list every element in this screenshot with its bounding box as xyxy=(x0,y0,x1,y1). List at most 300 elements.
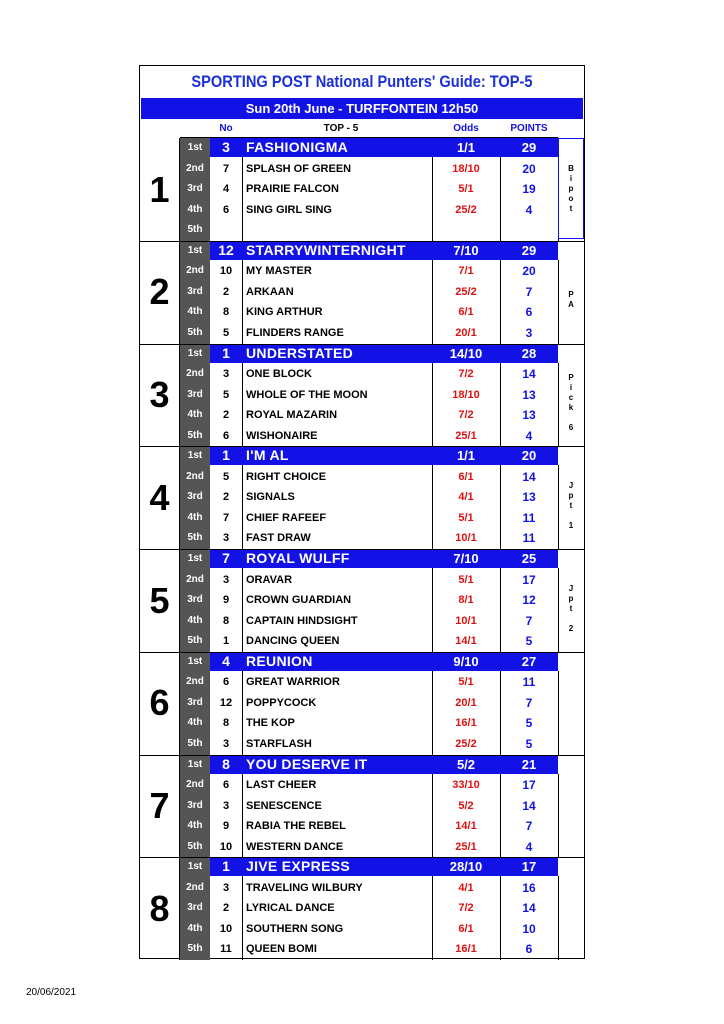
bet-type-note xyxy=(558,774,584,855)
runner-points: 4 xyxy=(525,839,533,854)
finish-position-label: 3rd xyxy=(187,491,203,503)
bet-type-char: P xyxy=(568,290,574,300)
top-pick-band xyxy=(210,549,558,568)
runner-number: 1 xyxy=(222,344,230,361)
position-column xyxy=(180,857,210,960)
runner-row xyxy=(210,878,558,898)
runner-points: 14 xyxy=(522,901,536,916)
runner-number: 3 xyxy=(222,139,230,155)
runner-name: DANCING QUEEN xyxy=(246,635,340,647)
runner-name: STARFLASH xyxy=(246,737,312,750)
runner-points: 11 xyxy=(522,675,536,690)
runner-odds: 28/10 xyxy=(449,859,483,875)
position-column xyxy=(180,549,210,652)
finish-position-label: 5th xyxy=(187,737,203,749)
finish-position-label: 4th xyxy=(187,203,203,215)
number-divider xyxy=(242,363,243,447)
runner-name: FLINDERS RANGE xyxy=(246,326,344,339)
points-divider xyxy=(500,671,501,755)
finish-position-label: 1st xyxy=(187,861,203,873)
bet-type-char: k xyxy=(568,403,574,412)
top-pick-band xyxy=(210,652,558,671)
runner-row xyxy=(210,159,558,179)
runner-row xyxy=(210,775,558,795)
runner-name: ROYAL WULFF xyxy=(246,550,350,566)
runner-row xyxy=(210,631,558,651)
runner-odds: 25/2 xyxy=(455,285,477,298)
runner-number: 5 xyxy=(222,388,230,401)
runner-row xyxy=(210,898,558,918)
runner-number: 7 xyxy=(222,511,230,524)
runner-number: 5 xyxy=(222,470,230,483)
finish-position-label: 2nd xyxy=(186,162,204,174)
runner-name: CAPTAIN HINDSIGHT xyxy=(246,614,358,627)
race-separator xyxy=(140,549,584,550)
bet-type-note xyxy=(558,260,584,341)
finish-position-label: 4th xyxy=(187,409,203,420)
points-divider xyxy=(500,876,501,960)
runner-points: 29 xyxy=(521,242,537,258)
runner-number: 2 xyxy=(222,285,230,298)
runner-number: 6 xyxy=(222,779,230,791)
race-number: 4 xyxy=(140,446,180,549)
bet-type-char: c xyxy=(568,393,574,402)
runner-row xyxy=(210,611,558,631)
finish-position-label: 3rd xyxy=(187,902,203,914)
runner-row xyxy=(210,261,558,281)
no-header: No xyxy=(219,123,233,134)
bet-type-char: 6 xyxy=(568,423,574,432)
runner-name: SENESCENCE xyxy=(246,799,322,812)
runner-name: THE KOP xyxy=(246,717,295,730)
finish-position-label: 5th xyxy=(187,943,203,955)
finish-position-label: 1st xyxy=(187,655,203,667)
runner-odds: 5/1 xyxy=(458,676,474,689)
finish-position-label: 3rd xyxy=(187,388,203,400)
runner-points: 13 xyxy=(522,408,536,422)
runner-number: 2 xyxy=(222,409,230,421)
runner-points: 19 xyxy=(522,182,536,196)
top-pick-band xyxy=(210,241,558,260)
runner-odds: 1/1 xyxy=(456,140,476,155)
runner-name: KING ARTHUR xyxy=(246,306,323,319)
odds-divider xyxy=(432,465,433,549)
race-block xyxy=(140,549,584,652)
top5-header: TOP - 5 xyxy=(323,123,359,134)
points-divider xyxy=(500,465,501,549)
runner-number: 3 xyxy=(222,799,230,812)
position-column xyxy=(180,652,210,755)
position-column xyxy=(180,755,210,858)
runner-number: 6 xyxy=(222,676,230,689)
runner-name: ORAVAR xyxy=(246,573,293,586)
runner-points: 21 xyxy=(521,756,537,772)
finish-position-label: 2nd xyxy=(186,470,204,482)
bet-type-note xyxy=(558,568,584,649)
bet-type-note xyxy=(558,465,584,546)
points-divider xyxy=(500,260,501,344)
odds-divider xyxy=(432,876,433,960)
number-divider xyxy=(242,876,243,960)
runner-number: 9 xyxy=(222,820,230,832)
runner-name: WHOLE OF THE MOON xyxy=(246,388,368,401)
bet-type-char: t xyxy=(569,203,573,213)
top-pick-band xyxy=(210,755,558,774)
runner-row xyxy=(210,672,558,692)
finish-position-label: 5th xyxy=(187,326,203,338)
points-divider xyxy=(500,363,501,447)
runner-odds: 5/1 xyxy=(458,511,474,524)
runner-points: 17 xyxy=(521,859,537,875)
runner-name: RIGHT CHOICE xyxy=(246,470,327,483)
finish-position-label: 5th xyxy=(187,429,203,441)
bet-type-char: P xyxy=(568,373,574,382)
runner-odds: 4/1 xyxy=(458,491,474,504)
bet-type-char: p xyxy=(568,183,574,193)
number-divider xyxy=(242,465,243,549)
runner-points: 29 xyxy=(521,140,537,155)
finish-position-label: 1st xyxy=(187,142,203,153)
runner-name: POPPYCOCK xyxy=(246,696,317,709)
runner-name: I'M AL xyxy=(246,447,289,464)
odds-divider xyxy=(432,157,433,241)
bet-type-char: i xyxy=(569,173,573,183)
finish-position-label: 3rd xyxy=(187,183,203,194)
runner-number: 8 xyxy=(222,306,230,319)
runner-number: 3 xyxy=(222,532,230,545)
runner-odds: 25/2 xyxy=(455,203,477,216)
runner-number: 3 xyxy=(222,881,230,894)
points-divider xyxy=(500,568,501,652)
runner-odds: 18/10 xyxy=(452,162,480,175)
finish-position-label: 4th xyxy=(187,922,203,934)
finish-position-label: 3rd xyxy=(187,799,203,811)
race-separator xyxy=(140,344,584,345)
runner-points: 16 xyxy=(522,880,536,895)
finish-position-label: 1st xyxy=(187,347,203,359)
runner-name: WISHONAIRE xyxy=(246,429,318,442)
runner-row xyxy=(210,939,558,959)
bet-type-char: 2 xyxy=(568,623,574,633)
runner-row xyxy=(210,693,558,713)
runner-number: 5 xyxy=(222,326,230,339)
runner-odds: 7/10 xyxy=(453,242,479,258)
runner-number: 7 xyxy=(222,550,230,566)
runner-name: QUEEN BOMI xyxy=(246,943,317,956)
top5-guide-sheet xyxy=(139,65,585,959)
runner-number: 3 xyxy=(222,368,230,380)
bet-type-char: A xyxy=(568,300,574,310)
finish-position-label: 2nd xyxy=(186,779,204,790)
runner-points: 17 xyxy=(522,778,536,792)
runner-points: 11 xyxy=(522,510,536,525)
runner-row xyxy=(210,570,558,590)
runner-points: 14 xyxy=(522,367,536,381)
runner-number: 10 xyxy=(219,840,233,853)
number-divider xyxy=(242,260,243,344)
finish-position-label: 3rd xyxy=(187,594,203,605)
runner-points: 4 xyxy=(525,428,533,443)
runner-name: FAST DRAW xyxy=(246,532,311,545)
runner-odds: 25/1 xyxy=(455,840,477,853)
bet-type-char: J xyxy=(568,480,574,490)
runner-odds: 25/2 xyxy=(455,737,477,750)
race-meeting-banner: Sun 20th June - TURFFONTEIN 12h50 xyxy=(141,98,583,119)
race-separator xyxy=(140,755,584,756)
runner-points: 20 xyxy=(522,264,536,279)
runner-number: 1 xyxy=(222,447,230,464)
bet-type-note xyxy=(558,363,584,444)
top-pick-band xyxy=(210,857,558,876)
runner-number: 2 xyxy=(222,902,230,915)
runner-number: 7 xyxy=(222,162,230,175)
race-block xyxy=(140,446,584,549)
runner-odds: 4/1 xyxy=(458,881,474,894)
runner-row xyxy=(210,796,558,816)
runner-row xyxy=(210,323,558,343)
runner-name: GREAT WARRIOR xyxy=(246,676,340,689)
runner-row xyxy=(210,528,558,548)
runner-odds: 14/1 xyxy=(455,820,477,832)
runner-name: CHIEF RAFEEF xyxy=(246,511,327,524)
runner-row xyxy=(210,467,558,487)
runner-row xyxy=(210,713,558,733)
runner-name: MY MASTER xyxy=(246,265,312,278)
runner-odds: 16/1 xyxy=(455,943,477,956)
runner-name: JIVE EXPRESS xyxy=(246,858,350,875)
odds-header: Odds xyxy=(453,123,479,134)
finish-position-label: 5th xyxy=(187,840,203,852)
finish-position-label: 2nd xyxy=(186,573,204,585)
bet-type-char: o xyxy=(568,193,574,203)
runner-row xyxy=(210,385,558,405)
runner-odds: 18/10 xyxy=(452,388,480,401)
runner-points: 13 xyxy=(522,387,536,402)
top-pick-band xyxy=(210,344,558,363)
runner-points: 5 xyxy=(525,716,533,731)
runner-row xyxy=(210,302,558,322)
race-number: 6 xyxy=(140,652,180,755)
runner-name: SPLASH OF GREEN xyxy=(246,162,352,175)
race-block xyxy=(140,652,584,755)
runner-name: TRAVELING WILBURY xyxy=(246,881,363,894)
finish-position-label: 4th xyxy=(187,511,203,523)
runner-name: ROYAL MAZARIN xyxy=(246,409,338,421)
race-block xyxy=(140,755,584,858)
race-number: 1 xyxy=(140,138,180,241)
runner-name: LAST CHEER xyxy=(246,779,317,791)
finish-position-label: 4th xyxy=(187,820,203,831)
position-column xyxy=(180,446,210,549)
runner-points: 25 xyxy=(521,551,537,566)
runner-row xyxy=(210,200,558,220)
bet-type-note xyxy=(558,138,584,239)
runner-row xyxy=(210,816,558,836)
runner-number: 3 xyxy=(222,573,230,586)
runner-row xyxy=(210,220,558,240)
points-header: POINTS xyxy=(510,123,548,134)
runner-name: UNDERSTATED xyxy=(246,344,354,361)
runner-points: 17 xyxy=(522,572,536,587)
position-column xyxy=(180,344,210,447)
runner-number: 8 xyxy=(222,614,230,627)
finish-position-label: 4th xyxy=(187,306,203,318)
runner-row xyxy=(210,590,558,610)
race-number: 5 xyxy=(140,549,180,652)
runner-points: 12 xyxy=(522,593,536,607)
runner-row xyxy=(210,508,558,528)
guide-title: SPORTING POST National Punters' Guide: TOP-5 xyxy=(191,72,533,91)
runner-odds: 25/1 xyxy=(455,429,477,442)
runner-row xyxy=(210,364,558,384)
runner-number: 8 xyxy=(222,717,230,730)
finish-position-label: 4th xyxy=(187,614,203,626)
top-pick-band xyxy=(210,138,558,157)
finish-position-label: 2nd xyxy=(186,881,204,893)
finish-position-label: 1st xyxy=(187,758,203,770)
race-number: 8 xyxy=(140,857,180,960)
runner-row xyxy=(210,487,558,507)
race-separator xyxy=(140,652,584,653)
runner-points: 7 xyxy=(525,284,533,299)
runner-odds: 9/10 xyxy=(453,653,479,669)
bet-type-char: p xyxy=(568,593,574,603)
runner-number: 2 xyxy=(222,491,230,504)
runner-name: ARKAAN xyxy=(246,285,294,298)
runner-number: 4 xyxy=(222,183,230,195)
runner-number: 6 xyxy=(222,203,230,216)
runner-number: 9 xyxy=(222,594,230,606)
runner-odds: 33/10 xyxy=(452,779,480,791)
finish-position-label: 5th xyxy=(187,635,203,646)
runner-number: 11 xyxy=(220,943,232,956)
race-number: 2 xyxy=(140,241,180,344)
odds-divider xyxy=(432,260,433,344)
runner-name: RABIA THE REBEL xyxy=(246,820,346,832)
number-divider xyxy=(242,774,243,858)
runner-odds: 14/10 xyxy=(449,345,483,361)
runner-row xyxy=(210,734,558,754)
odds-divider xyxy=(432,671,433,755)
runner-row xyxy=(210,405,558,425)
runner-points: 7 xyxy=(525,695,533,710)
runner-points: 5 xyxy=(525,634,533,648)
runner-number: 12 xyxy=(219,696,233,709)
runner-odds: 7/2 xyxy=(458,902,474,915)
position-column xyxy=(180,138,210,241)
top-pick-band xyxy=(210,446,558,465)
race-number: 7 xyxy=(140,755,180,858)
runner-odds: 7/2 xyxy=(458,409,474,421)
finish-position-label: 2nd xyxy=(186,265,204,277)
odds-divider xyxy=(432,774,433,858)
race-separator xyxy=(140,241,584,242)
runner-points: 6 xyxy=(525,942,533,957)
runner-odds: 5/1 xyxy=(458,183,474,195)
runner-points: 6 xyxy=(525,305,533,320)
runner-points: 5 xyxy=(525,736,533,751)
runner-number: 6 xyxy=(222,429,230,442)
print-date: 20/06/2021 xyxy=(26,987,77,998)
runner-odds: 7/2 xyxy=(458,368,474,380)
runner-number: 10 xyxy=(219,265,233,278)
bet-type-char: 1 xyxy=(568,520,574,530)
runner-row xyxy=(210,837,558,857)
runner-number: 1 xyxy=(222,635,230,647)
runner-odds: 10/1 xyxy=(455,614,477,627)
runner-points: 20 xyxy=(521,448,537,464)
runner-name: SING GIRL SING xyxy=(246,203,332,216)
finish-position-label: 4th xyxy=(187,717,203,729)
race-separator xyxy=(140,857,584,858)
race-block xyxy=(140,241,584,344)
runner-name: SIGNALS xyxy=(246,491,295,504)
runner-odds: 5/1 xyxy=(458,573,474,586)
runner-row xyxy=(210,179,558,199)
race-block xyxy=(140,138,584,241)
runner-points: 7 xyxy=(525,819,533,833)
runner-points: 14 xyxy=(522,469,536,484)
position-column xyxy=(180,241,210,344)
finish-position-label: 5th xyxy=(187,532,203,544)
runner-points: 27 xyxy=(521,653,537,669)
runner-odds: 20/1 xyxy=(455,696,477,709)
runner-odds: 16/1 xyxy=(455,717,477,730)
runner-name: PRAIRIE FALCON xyxy=(246,183,339,195)
bet-type-char: t xyxy=(569,500,573,510)
race-block xyxy=(140,344,584,447)
runner-odds: 6/1 xyxy=(458,470,474,483)
odds-divider xyxy=(432,363,433,447)
bet-type-char: J xyxy=(568,583,574,593)
runner-number: 10 xyxy=(219,922,233,935)
finish-position-label: 2nd xyxy=(186,368,204,379)
runner-number: 8 xyxy=(222,755,230,772)
runner-name: CROWN GUARDIAN xyxy=(246,594,352,606)
bet-type-char: i xyxy=(569,383,573,392)
runner-name: WESTERN DANCE xyxy=(246,840,344,853)
runner-number: 3 xyxy=(222,737,230,750)
points-divider xyxy=(500,157,501,241)
runner-points: 20 xyxy=(522,161,536,176)
runner-points: 7 xyxy=(525,613,533,628)
runner-name: REUNION xyxy=(246,652,313,669)
finish-position-label: 5th xyxy=(187,224,203,235)
runner-name: STARRYWINTERNIGHT xyxy=(246,241,406,258)
finish-position-label: 3rd xyxy=(187,285,203,297)
runner-name: SOUTHERN SONG xyxy=(246,922,344,935)
runner-odds: 7/1 xyxy=(458,265,474,278)
runner-name: FASHIONIGMA xyxy=(246,139,349,155)
runner-points: 28 xyxy=(521,345,537,361)
runner-number: 1 xyxy=(222,858,230,875)
runner-odds: 5/2 xyxy=(456,756,476,772)
runner-odds: 5/2 xyxy=(458,799,474,812)
points-divider xyxy=(500,774,501,858)
runner-row xyxy=(210,919,558,939)
number-divider xyxy=(242,568,243,652)
runner-odds: 14/1 xyxy=(455,635,477,647)
runner-points: 13 xyxy=(522,490,536,505)
finish-position-label: 1st xyxy=(187,244,203,256)
finish-position-label: 3rd xyxy=(187,696,203,708)
runner-points: 10 xyxy=(522,921,536,936)
race-block xyxy=(140,857,584,960)
bet-type-note xyxy=(558,876,584,957)
finish-position-label: 1st xyxy=(187,553,203,564)
race-separator xyxy=(140,446,584,447)
runner-points: 11 xyxy=(522,531,536,546)
